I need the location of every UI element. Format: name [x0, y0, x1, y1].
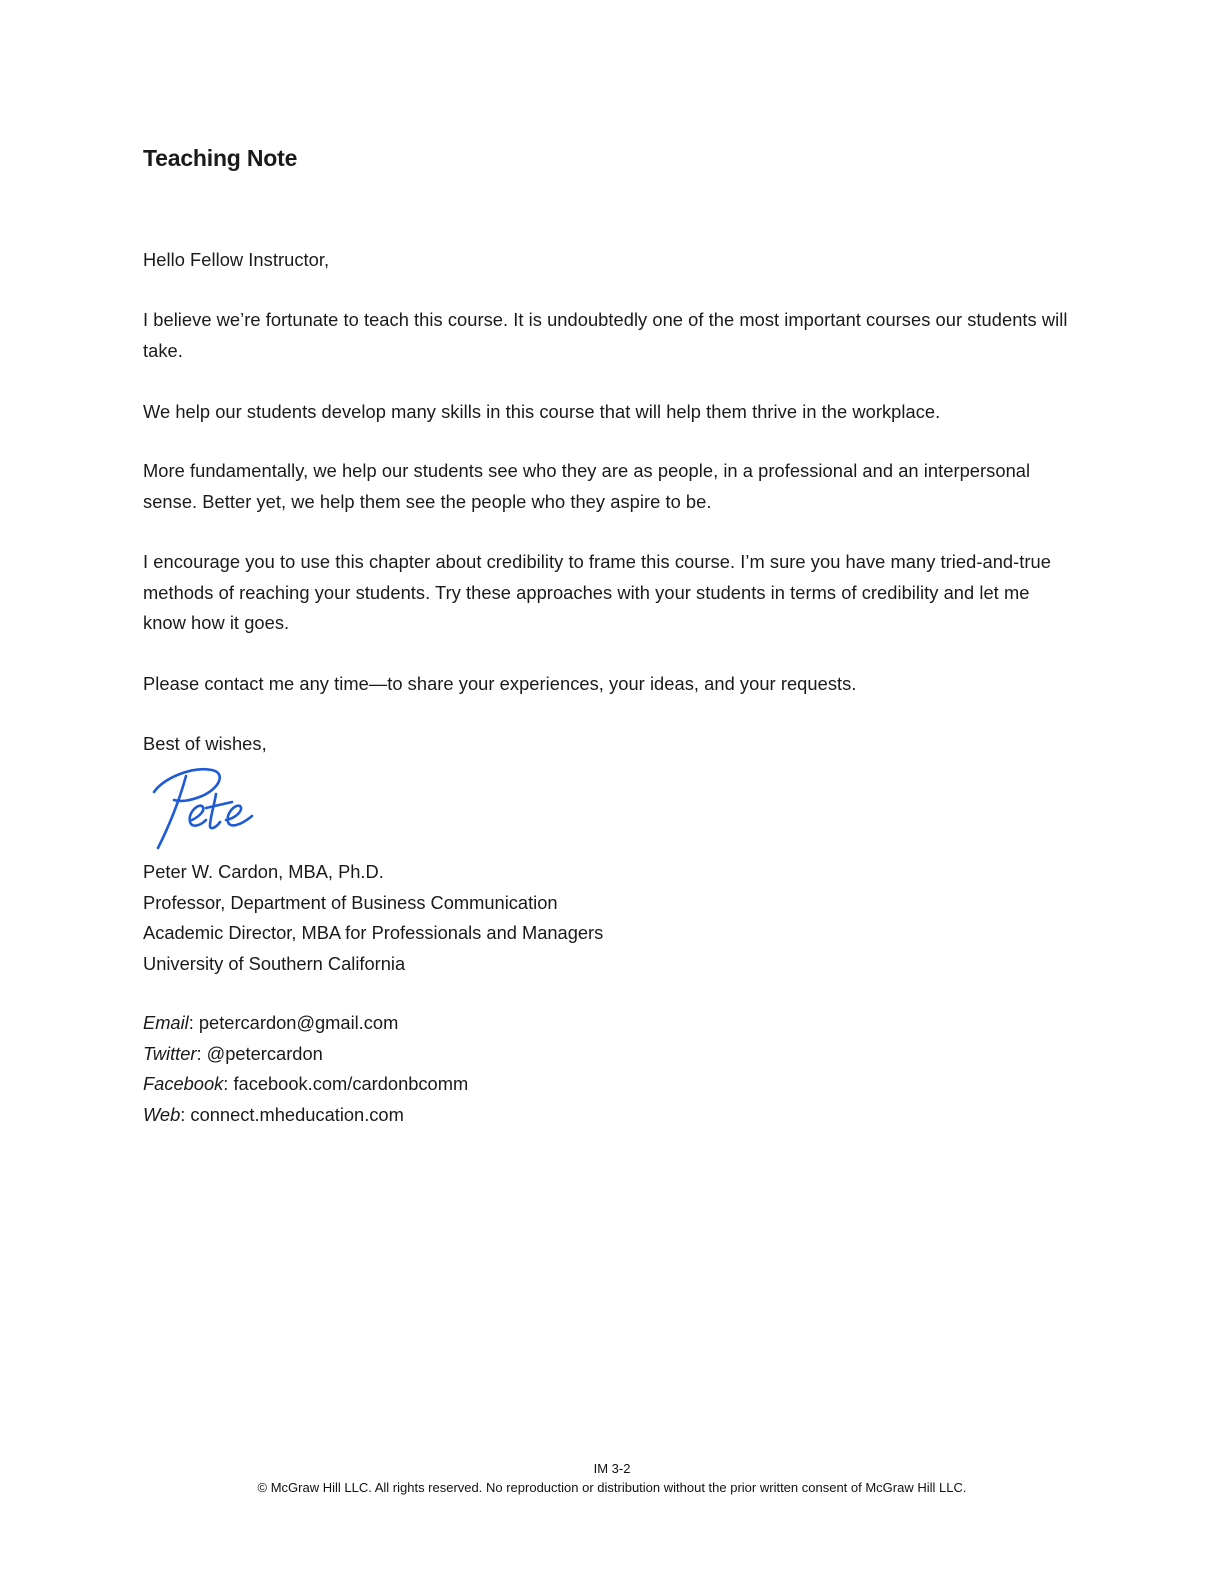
- author-title-professor: Professor, Department of Business Communication: [143, 891, 558, 913]
- twitter-value: : @petercardon: [196, 1042, 323, 1064]
- signature-image: [140, 758, 270, 858]
- contact-block: [143, 1008, 468, 1130]
- closing: Best of wishes,: [143, 733, 267, 754]
- greeting: Hello Fellow Instructor,: [143, 249, 330, 270]
- contact-twitter: [143, 1039, 468, 1070]
- facebook-label: Facebook: [143, 1073, 224, 1094]
- email-value: : petercardon@gmail.com: [188, 1012, 399, 1033]
- paragraph-3: More fundamentally, we help our students see who they are as people, in a professional and an interpersonal sense. Better yet, we help them see the people who they aspire to be.: [143, 460, 1031, 512]
- paragraph-4: I encourage you to use this chapter about credibility to frame this course. I’m sure you have many tried-and-true methods of reaching your students. Try these approaches with your students in terms of credibility and let me know how it goes.: [143, 551, 1051, 633]
- author-title-director: Academic Director, MBA for Professionals and Managers: [143, 922, 604, 943]
- author-institution: University of Southern California: [143, 952, 406, 974]
- page-title: Teaching Note: [143, 145, 298, 171]
- author-name: Peter W. Cardon, MBA, Ph.D.: [143, 861, 384, 882]
- paragraph-5: Please contact me any time—to share your experiences, your ideas, and your requests.: [143, 673, 857, 694]
- web-value: : connect.mheducation.com: [180, 1103, 404, 1125]
- email-label: Email: [143, 1012, 189, 1033]
- signature-strokes: [154, 769, 252, 848]
- contact-facebook: [143, 1069, 468, 1100]
- page-number: IM 3-2: [593, 1461, 631, 1476]
- twitter-label: Twitter: [143, 1042, 197, 1064]
- signature-block: [143, 857, 603, 979]
- facebook-value: : facebook.com/cardonbcomm: [223, 1073, 469, 1094]
- copyright-notice: © McGraw Hill LLC. All rights reserved. No reproduction or distribution without the prior written consent of McGraw Hill LLC.: [257, 1480, 967, 1495]
- contact-web: [143, 1100, 468, 1131]
- contact-email: [143, 1008, 468, 1039]
- web-label: Web: [143, 1103, 181, 1125]
- paragraph-1: I believe we’re fortunate to teach this course. It is undoubtedly one of the most important courses our students will take.: [143, 309, 1068, 361]
- paragraph-2: We help our students develop many skills in this course that will help them thrive in the workplace.: [143, 401, 941, 422]
